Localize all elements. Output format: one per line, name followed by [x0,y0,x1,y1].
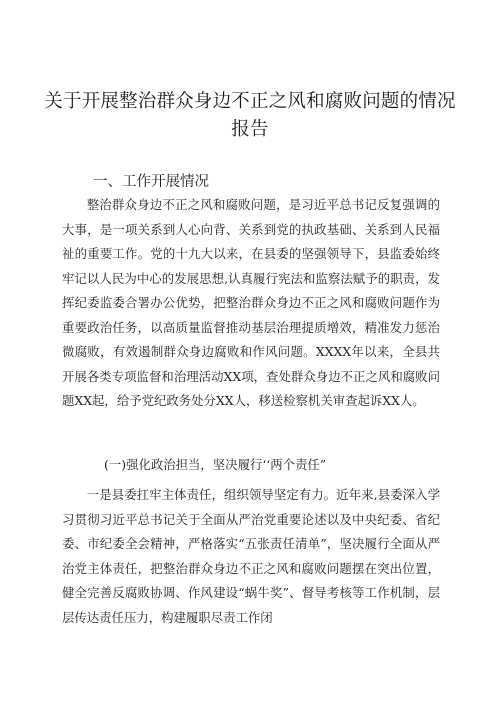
section-heading: 一、工作开展情况 [93,174,209,190]
document-title: 关于开展整治群众身边不正之风和腐败问题的情况报告 [44,91,456,140]
body-paragraph: 整治群众身边不正之风和腐败问题，是习近平总书记反复强调的大事，是一项关系到人心向背、关系到党的执政基础、关系到人民福祉的重要工作。党的十九大以来，在县委的坚强领导下，县监委始终牢记以人民为中心的发展思想,认真履行宪法和监察法赋予的职责，发挥纪委监委合署办公优势，把整治群众身边不正之风和腐败问题作为重要政治任务，以高质量监督推动基层治理提质增效，精准发力惩治微腐败，有效遏制群众身边腐败和作风问题。XXXX年以来，全县共开展各类专项监督和治理活动XX项，查处群众身边不正之风和腐败问题XX起，给予党纪政务处分XX人，移送检察机关审查起诉XX人。 [62,197,440,408]
body-paragraph: 一是县委扛牢主体责任，组织领导坚定有力。近年来,县委深入学习贯彻习近平总书记关于全面从严治党重要论述以及中央纪委、省纪委、市纪委全会精神，严格落实“五张责任清单”，坚决履行全面从严治党主体责任，把整治群众身边不正之风和腐败问题摆在突出位置，健全完善反腐败协调、作风建设“蜗牛奖”、督导考核等工作机制，层层传达责任压力，构建履职尽责工作闭 [62,487,440,625]
subsection-heading: (一)强化政治担当，坚决履行‘‘两个责任” [104,457,327,472]
